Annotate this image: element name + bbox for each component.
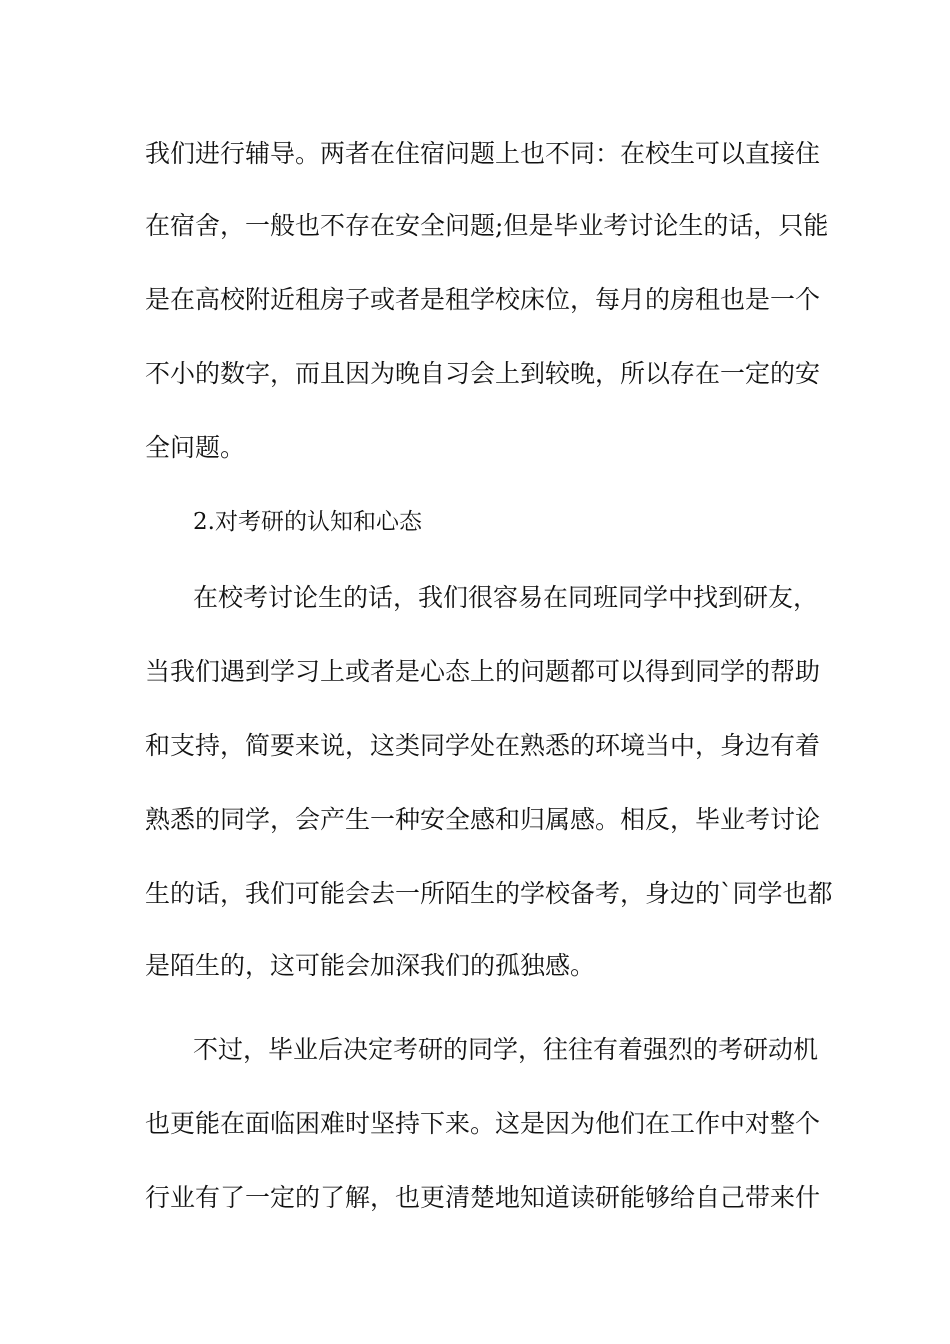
paragraph-1-line-1: 我们进行辅导。两者在住宿问题上也不同：在校生可以直接住 (145, 139, 821, 168)
paragraph-2-line-1: 在校考讨论生的话，我们很容易在同班同学中找到研友， (193, 583, 819, 612)
paragraph-2-line-5: 生的话，我们可能会去一所陌生的学校备考，身边的`同学也都 (145, 879, 833, 908)
paragraph-1-line-5: 全问题。 (145, 433, 246, 462)
paragraph-1-line-2: 在宿舍，一般也不存在安全问题;但是毕业考讨论生的话，只能 (145, 211, 829, 240)
paragraph-3-line-1: 不过，毕业后决定考研的同学，往往有着强烈的考研动机 (193, 1035, 819, 1064)
paragraph-2-line-4: 熟悉的同学，会产生一种安全感和归属感。相反，毕业考讨论 (145, 805, 821, 834)
paragraph-2-line-3: 和支持，简要来说，这类同学处在熟悉的环境当中，身边有着 (145, 731, 821, 760)
paragraph-1-line-3: 是在高校附近租房子或者是租学校床位，每月的房租也是一个 (145, 285, 821, 314)
section-heading: 2.对考研的认知和心态 (193, 509, 422, 535)
paragraph-3-line-2: 也更能在面临困难时坚持下来。这是因为他们在工作中对整个 (145, 1109, 821, 1138)
paragraph-2-line-6: 是陌生的，这可能会加深我们的孤独感。 (145, 951, 596, 980)
paragraph-1-line-4: 不小的数字，而且因为晚自习会上到较晚，所以存在一定的安 (145, 359, 821, 388)
paragraph-2-line-2: 当我们遇到学习上或者是心态上的问题都可以得到同学的帮助 (145, 657, 821, 686)
paragraph-3-line-3: 行业有了一定的了解，也更清楚地知道读研能够给自己带来什 (145, 1183, 821, 1212)
